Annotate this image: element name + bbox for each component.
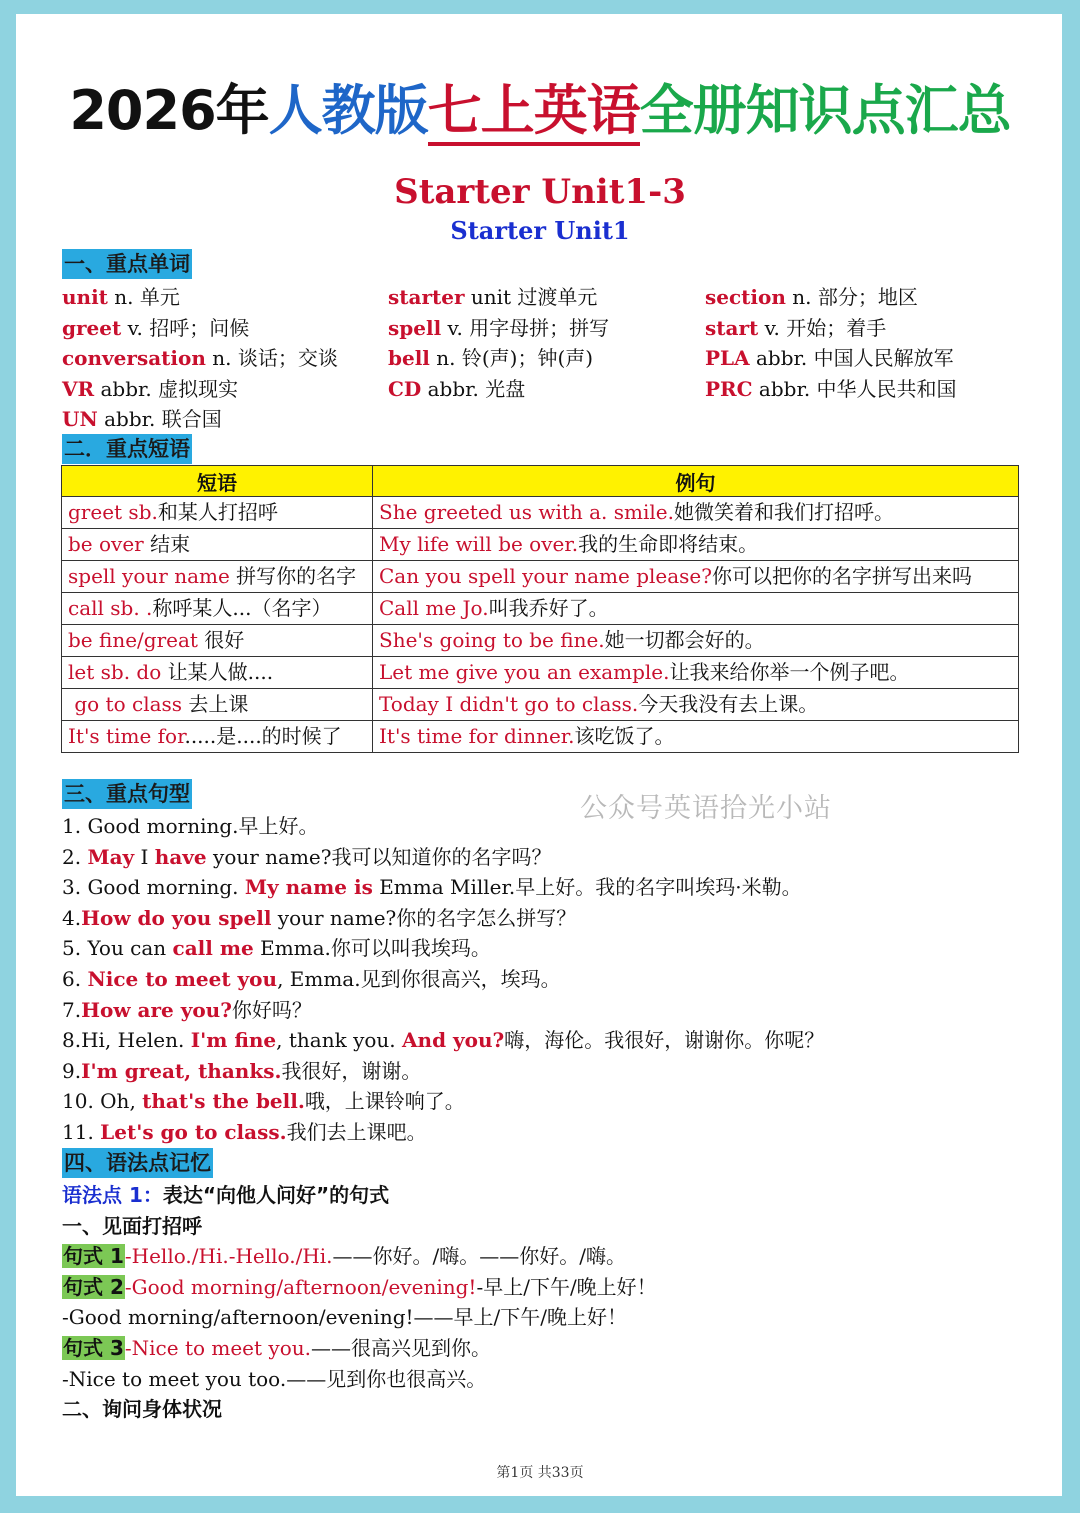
sentence-line [62, 964, 1022, 995]
vocab-item [705, 343, 1022, 374]
table-row [62, 657, 1019, 689]
phrase-cell [62, 625, 373, 657]
title-edition: 人教版 [268, 79, 428, 142]
table-row [62, 593, 1019, 625]
phrase-cell [62, 593, 373, 625]
section-heading-vocab: 一、重点单词 [62, 249, 192, 279]
sentence-text: 5. You can [62, 936, 173, 961]
vocab-word: spell [388, 315, 442, 340]
page-footer: 第1页 共33页 [496, 1465, 584, 1481]
phrase-en: let sb. do [68, 660, 162, 684]
key-phrase: have [154, 844, 207, 869]
vocab-item [388, 374, 705, 405]
grammar-point-line [62, 1180, 1022, 1211]
key-phrase: And you? [402, 1028, 505, 1053]
title-subject: 七上英语 [428, 79, 640, 146]
pattern-zh: ——很高兴见到你。 [310, 1335, 491, 1360]
table-row [62, 721, 1019, 753]
pattern-3-response: -Nice to meet you too.——见到你也很高兴。 [62, 1366, 487, 1391]
sentence-text: your name?你的名字怎么拼写？ [271, 905, 577, 930]
example-zh: 该吃饭了。 [574, 724, 675, 748]
vocab-item [62, 374, 388, 405]
pattern-tag: 句式 1 [63, 1244, 124, 1269]
phrase-en: be over [68, 532, 144, 556]
phrase-en: go to class [68, 692, 183, 716]
sentence-text: 你好吗？ [231, 997, 312, 1022]
sentence-text: 10. Oh, [62, 1089, 143, 1114]
example-en: She greeted us with a. smile. [379, 500, 674, 524]
key-phrase: call me [172, 936, 254, 961]
key-phrase: My name is [244, 875, 373, 900]
sentence-text: your name?我可以知道你的名字吗？ [206, 844, 552, 869]
vocab-word: unit [62, 285, 108, 309]
pattern-2 [62, 1272, 1022, 1303]
sentence-line [62, 933, 1022, 964]
sentence-line [62, 903, 1022, 934]
example-zh: 你可以把你的名字拼写出来吗 [711, 564, 972, 588]
sentence-list [62, 811, 1022, 1148]
example-zh: 她微笑着和我们打招呼。 [674, 500, 894, 524]
vocab-definition: abbr. 虚拟现实 [94, 376, 239, 401]
table-row [62, 529, 1019, 561]
vocab-word: greet [62, 315, 122, 340]
sentence-text: 4. [62, 905, 82, 930]
key-phrase: May [87, 844, 135, 869]
sentence-line [62, 995, 1022, 1026]
sentence-line [62, 811, 1022, 842]
vocab-definition: n. 单元 [107, 285, 180, 309]
example-cell [373, 593, 1019, 625]
vocab-word: PRC [705, 376, 753, 401]
phrase-zh: 结束 [143, 532, 191, 556]
example-en: Can you spell your name please? [379, 564, 712, 588]
watermark-text: 公众号英语拾光小站 [580, 793, 832, 824]
unit-subtitle: Starter Unit1 [450, 216, 630, 245]
example-col-header: 例句 [373, 466, 1019, 497]
example-en: Let me give you an example. [379, 660, 670, 684]
sentence-text: Emma.你可以叫我埃玛。 [253, 936, 491, 961]
sentence-text: 3. Good morning. [62, 875, 245, 900]
key-phrase: I'm great, thanks. [81, 1058, 282, 1083]
pattern-en: -Good morning/afternoon/evening! [124, 1274, 477, 1299]
sentence-text: 我很好，谢谢。 [281, 1058, 422, 1083]
vocab-word: VR [62, 376, 95, 401]
vocab-definition: abbr. 中华人民共和国 [752, 376, 957, 401]
pattern-tag: 句式 3 [63, 1335, 124, 1360]
phrase-col-header: 短语 [62, 466, 373, 497]
vocab-definition: abbr. 联合国 [97, 407, 222, 432]
phrase-cell [62, 689, 373, 721]
phrase-zh: 让某人做.... [161, 660, 274, 684]
vocab-word: conversation [62, 346, 206, 371]
vocab-definition: abbr. 光盘 [421, 376, 526, 401]
phrase-zh: 称呼某人...（名字） [152, 596, 332, 620]
vocab-definition: n. 部分；地区 [785, 285, 918, 309]
sentence-text: 9. [62, 1058, 82, 1083]
vocab-word: start [705, 315, 759, 340]
sentence-line [62, 1117, 1022, 1148]
section-heading-grammar: 四、语法点记忆 [62, 1148, 213, 1178]
sentence-line [62, 842, 1022, 873]
phrase-zh: 很好 [197, 628, 245, 652]
grammar-point-text: 表达“向他人问好”的句式 [162, 1183, 390, 1207]
title-scope: 全册知识点汇总 [639, 79, 1011, 142]
phrase-table [61, 465, 1019, 753]
example-cell [373, 689, 1019, 721]
vocab-item [62, 313, 388, 344]
vocab-definition: unit 过渡单元 [464, 285, 598, 309]
grammar-sub-heading-2: 二、询问身体状况 [62, 1397, 222, 1422]
pattern-3 [62, 1333, 1022, 1364]
vocab-grid [62, 282, 1022, 435]
vocab-word: UN [62, 407, 98, 432]
example-en: My life will be over. [379, 532, 579, 556]
phrase-zh: 和某人打招呼 [157, 500, 278, 524]
table-row [62, 561, 1019, 593]
sentence-text: 8.Hi, Helen. [62, 1028, 191, 1053]
vocab-item [705, 313, 1022, 344]
phrase-cell [62, 721, 373, 753]
unit-title: Starter Unit1-3 [394, 172, 686, 212]
title-year: 2026年 [69, 79, 269, 142]
key-phrase: How are you? [81, 997, 232, 1022]
pattern-2-response: -Good morning/afternoon/evening!——早上/下午/晚上好！ [62, 1305, 628, 1330]
example-zh: 叫我乔好了。 [488, 596, 609, 620]
phrase-en: call sb. . [68, 596, 153, 620]
example-zh: 我的生命即将结束。 [578, 532, 759, 556]
table-row [62, 497, 1019, 529]
vocab-item [388, 343, 705, 374]
vocab-item [705, 374, 1022, 405]
sentence-text: 2. [62, 844, 88, 869]
sentence-text: I [134, 844, 155, 869]
sentence-line [62, 872, 1022, 903]
table-row [62, 625, 1019, 657]
vocab-item [705, 282, 1022, 313]
example-cell [373, 529, 1019, 561]
grammar-block [62, 1180, 1022, 1425]
example-en: It's time for dinner. [379, 724, 575, 748]
vocab-word: bell [388, 346, 430, 371]
sentence-text: 哦，上课铃响了。 [304, 1089, 465, 1114]
example-en: Today I didn't go to class. [379, 692, 639, 716]
grammar-sub-heading-1: 一、见面打招呼 [62, 1213, 202, 1238]
vocab-word: starter [388, 285, 465, 309]
key-phrase: Let's go to class. [100, 1119, 287, 1144]
phrase-zh: .....是....的时候了 [184, 724, 342, 748]
vocab-word: section [705, 285, 786, 309]
vocab-definition: v. 招呼；问候 [121, 315, 250, 340]
sentence-text: 6. [62, 966, 88, 991]
phrase-cell [62, 529, 373, 561]
section-heading-phrases: 二．重点短语 [62, 434, 192, 464]
vocab-word: PLA [705, 346, 750, 371]
vocab-word: CD [388, 376, 422, 401]
page-title [0, 72, 1080, 150]
vocab-definition: v. 用字母拼；拼写 [441, 315, 610, 340]
vocab-definition: n. 谈话；交谈 [205, 346, 338, 371]
sentence-line [62, 1025, 1022, 1056]
sentence-line [62, 1056, 1022, 1087]
sentence-text: Emma Miller.早上好。我的名字叫埃玛·米勒。 [372, 875, 802, 900]
pattern-en: -Nice to meet you. [124, 1335, 311, 1360]
sentence-text: 7. [62, 997, 82, 1022]
vocab-definition: v. 开始；着手 [758, 315, 887, 340]
vocab-item [388, 282, 705, 313]
pattern-zh: -早上/下午/晚上好！ [476, 1274, 657, 1299]
example-cell [373, 721, 1019, 753]
pattern-en: -Hello./Hi.-Hello./Hi. [124, 1244, 333, 1269]
example-zh: 她一切都会好的。 [604, 628, 765, 652]
example-cell [373, 497, 1019, 529]
phrase-zh: 去上课 [182, 692, 249, 716]
phrase-en: greet sb. [68, 500, 158, 524]
pattern-tag: 句式 2 [63, 1274, 124, 1299]
vocab-item [62, 343, 388, 374]
vocab-definition: abbr. 中国人民解放军 [749, 346, 954, 371]
phrase-en: It's time for [68, 724, 185, 748]
phrase-cell [62, 497, 373, 529]
pattern-zh: ——你好。/嗨。——你好。/嗨。 [332, 1244, 626, 1269]
example-en: She's going to be fine. [379, 628, 605, 652]
example-cell [373, 625, 1019, 657]
vocab-definition: n. 铃(声)；钟(声) [429, 346, 594, 371]
example-cell [373, 657, 1019, 689]
sentence-text: 嗨，海伦。我很好，谢谢你。你呢？ [504, 1028, 825, 1053]
phrase-zh: 拼写你的名字 [229, 564, 357, 588]
sentence-text: , Emma.见到你很高兴，埃玛。 [277, 966, 561, 991]
phrase-en: spell your name [68, 564, 230, 588]
table-row [62, 689, 1019, 721]
vocab-item [62, 404, 388, 435]
grammar-point-label: 语法点 1： [62, 1183, 163, 1207]
vocab-item [388, 313, 705, 344]
example-en: Call me Jo. [379, 596, 489, 620]
phrase-en: be fine/great [68, 628, 198, 652]
sentence-text: 1. Good morning.早上好。 [62, 814, 319, 838]
sentence-text: , thank you. [276, 1028, 403, 1053]
key-phrase: Nice to meet you [87, 966, 278, 991]
example-zh: 今天我没有去上课。 [638, 692, 819, 716]
sentence-text: 我们去上课吧。 [286, 1119, 427, 1144]
key-phrase: that's the bell. [142, 1089, 305, 1114]
key-phrase: How do you spell [81, 905, 272, 930]
sentence-line [62, 1086, 1022, 1117]
example-cell [373, 561, 1019, 593]
section-heading-sentences: 三、重点句型 [62, 779, 192, 809]
sentence-text: 11. [62, 1119, 101, 1144]
pattern-1 [62, 1241, 1022, 1272]
phrase-cell [62, 561, 373, 593]
vocab-item [62, 282, 388, 313]
phrase-cell [62, 657, 373, 689]
example-zh: 让我来给你举一个例子吧。 [669, 660, 910, 684]
key-phrase: I'm fine [190, 1028, 277, 1053]
